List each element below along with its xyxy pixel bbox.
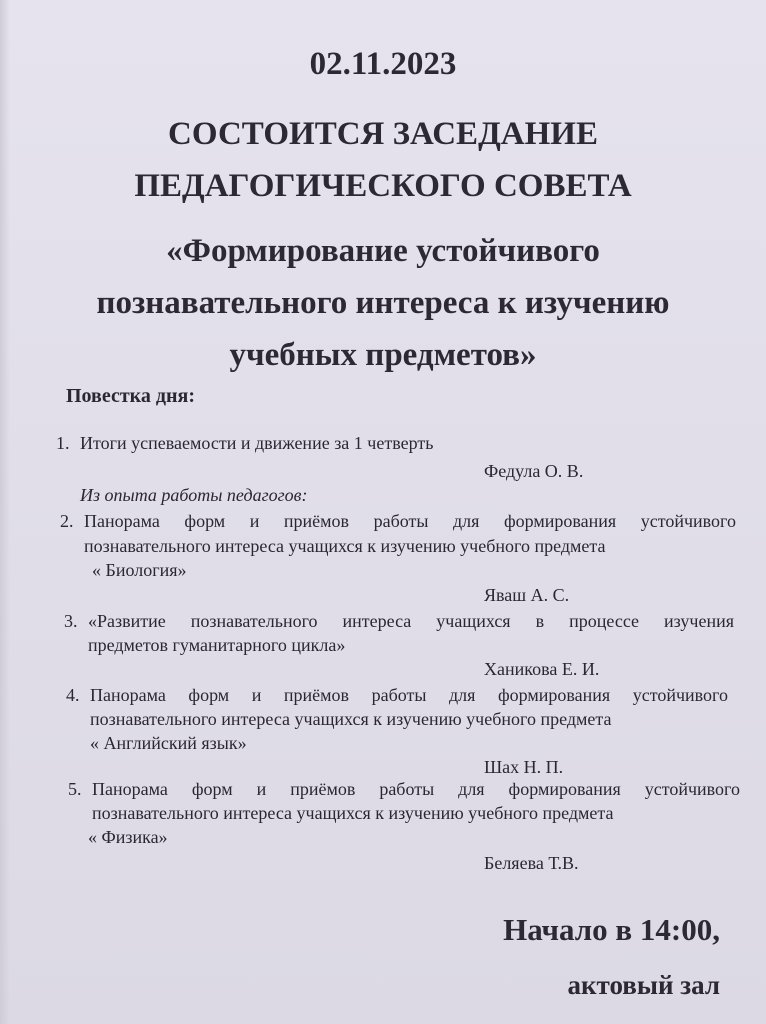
meeting-date: 02.11.2023 — [309, 46, 457, 82]
meeting-place: актовый зал — [567, 970, 720, 1000]
agenda-item-5-line-3: « Физика» — [88, 827, 168, 847]
agenda-item-2-responsible: Яваш А. С. — [484, 585, 570, 605]
agenda-item-4-number: 4. — [66, 685, 80, 705]
agenda-heading: Повестка дня: — [66, 385, 196, 407]
page-title — [0, 108, 766, 212]
agenda-item-5-line-2: познавательного интереса учащихся к изучению учебного предмета — [92, 803, 614, 823]
agenda-item-4-responsible: Шах Н. П. — [484, 757, 564, 777]
title-line-1: СОСТОИТСЯ ЗАСЕДАНИЕ — [168, 116, 598, 152]
agenda-item-3-responsible: Ханикова Е. И. — [484, 659, 600, 679]
subject-line-2: познавательного интереса к изучению — [96, 285, 670, 321]
agenda-item-2-line-2: познавательного интереса учащихся к изучению учебного предмета — [84, 536, 606, 556]
agenda-item-4-line-3: « Английский язык» — [90, 733, 247, 753]
agenda-item-4-line-1: Панорама форм и приёмов работы для формирования устойчивого — [90, 685, 728, 705]
subject-line-1: «Формирование устойчивого — [166, 233, 600, 269]
start-time: Начало в 14:00, — [503, 912, 720, 947]
title-line-2: ПЕДАГОГИЧЕСКОГО СОВЕТА — [134, 168, 632, 204]
agenda-item-5-responsible: Беляева Т.В. — [484, 853, 579, 873]
meeting-subject — [0, 225, 766, 381]
agenda-note: Из опыта работы педагогов: — [80, 485, 308, 505]
agenda-item-1-responsible: Федула О. В. — [484, 461, 584, 481]
agenda-item-5-line-1: Панорама форм и приёмов работы для формирования устойчивого — [92, 779, 740, 799]
agenda-item-3-number: 3. — [64, 611, 78, 631]
agenda-item-2-line-3: « Биология» — [92, 560, 187, 580]
subject-line-3: учебных предметов» — [229, 337, 537, 373]
agenda-item-2-number: 2. — [60, 511, 74, 531]
agenda-item-1-line-1: Итоги успеваемости и движение за 1 четверть — [80, 433, 434, 453]
agenda-item-3-line-2: предметов гуманитарного цикла» — [88, 635, 346, 655]
agenda-item-2-line-1: Панорама форм и приёмов работы для формирования устойчивого — [84, 511, 736, 531]
agenda-item-5-number: 5. — [68, 779, 82, 799]
agenda-item-3-line-1: «Развитие познавательного интереса учащихся в процессе изучения — [88, 611, 734, 631]
agenda-item-4-line-2: познавательного интереса учащихся к изучению учебного предмета — [90, 709, 612, 729]
agenda-item-1-number: 1. — [56, 433, 70, 453]
